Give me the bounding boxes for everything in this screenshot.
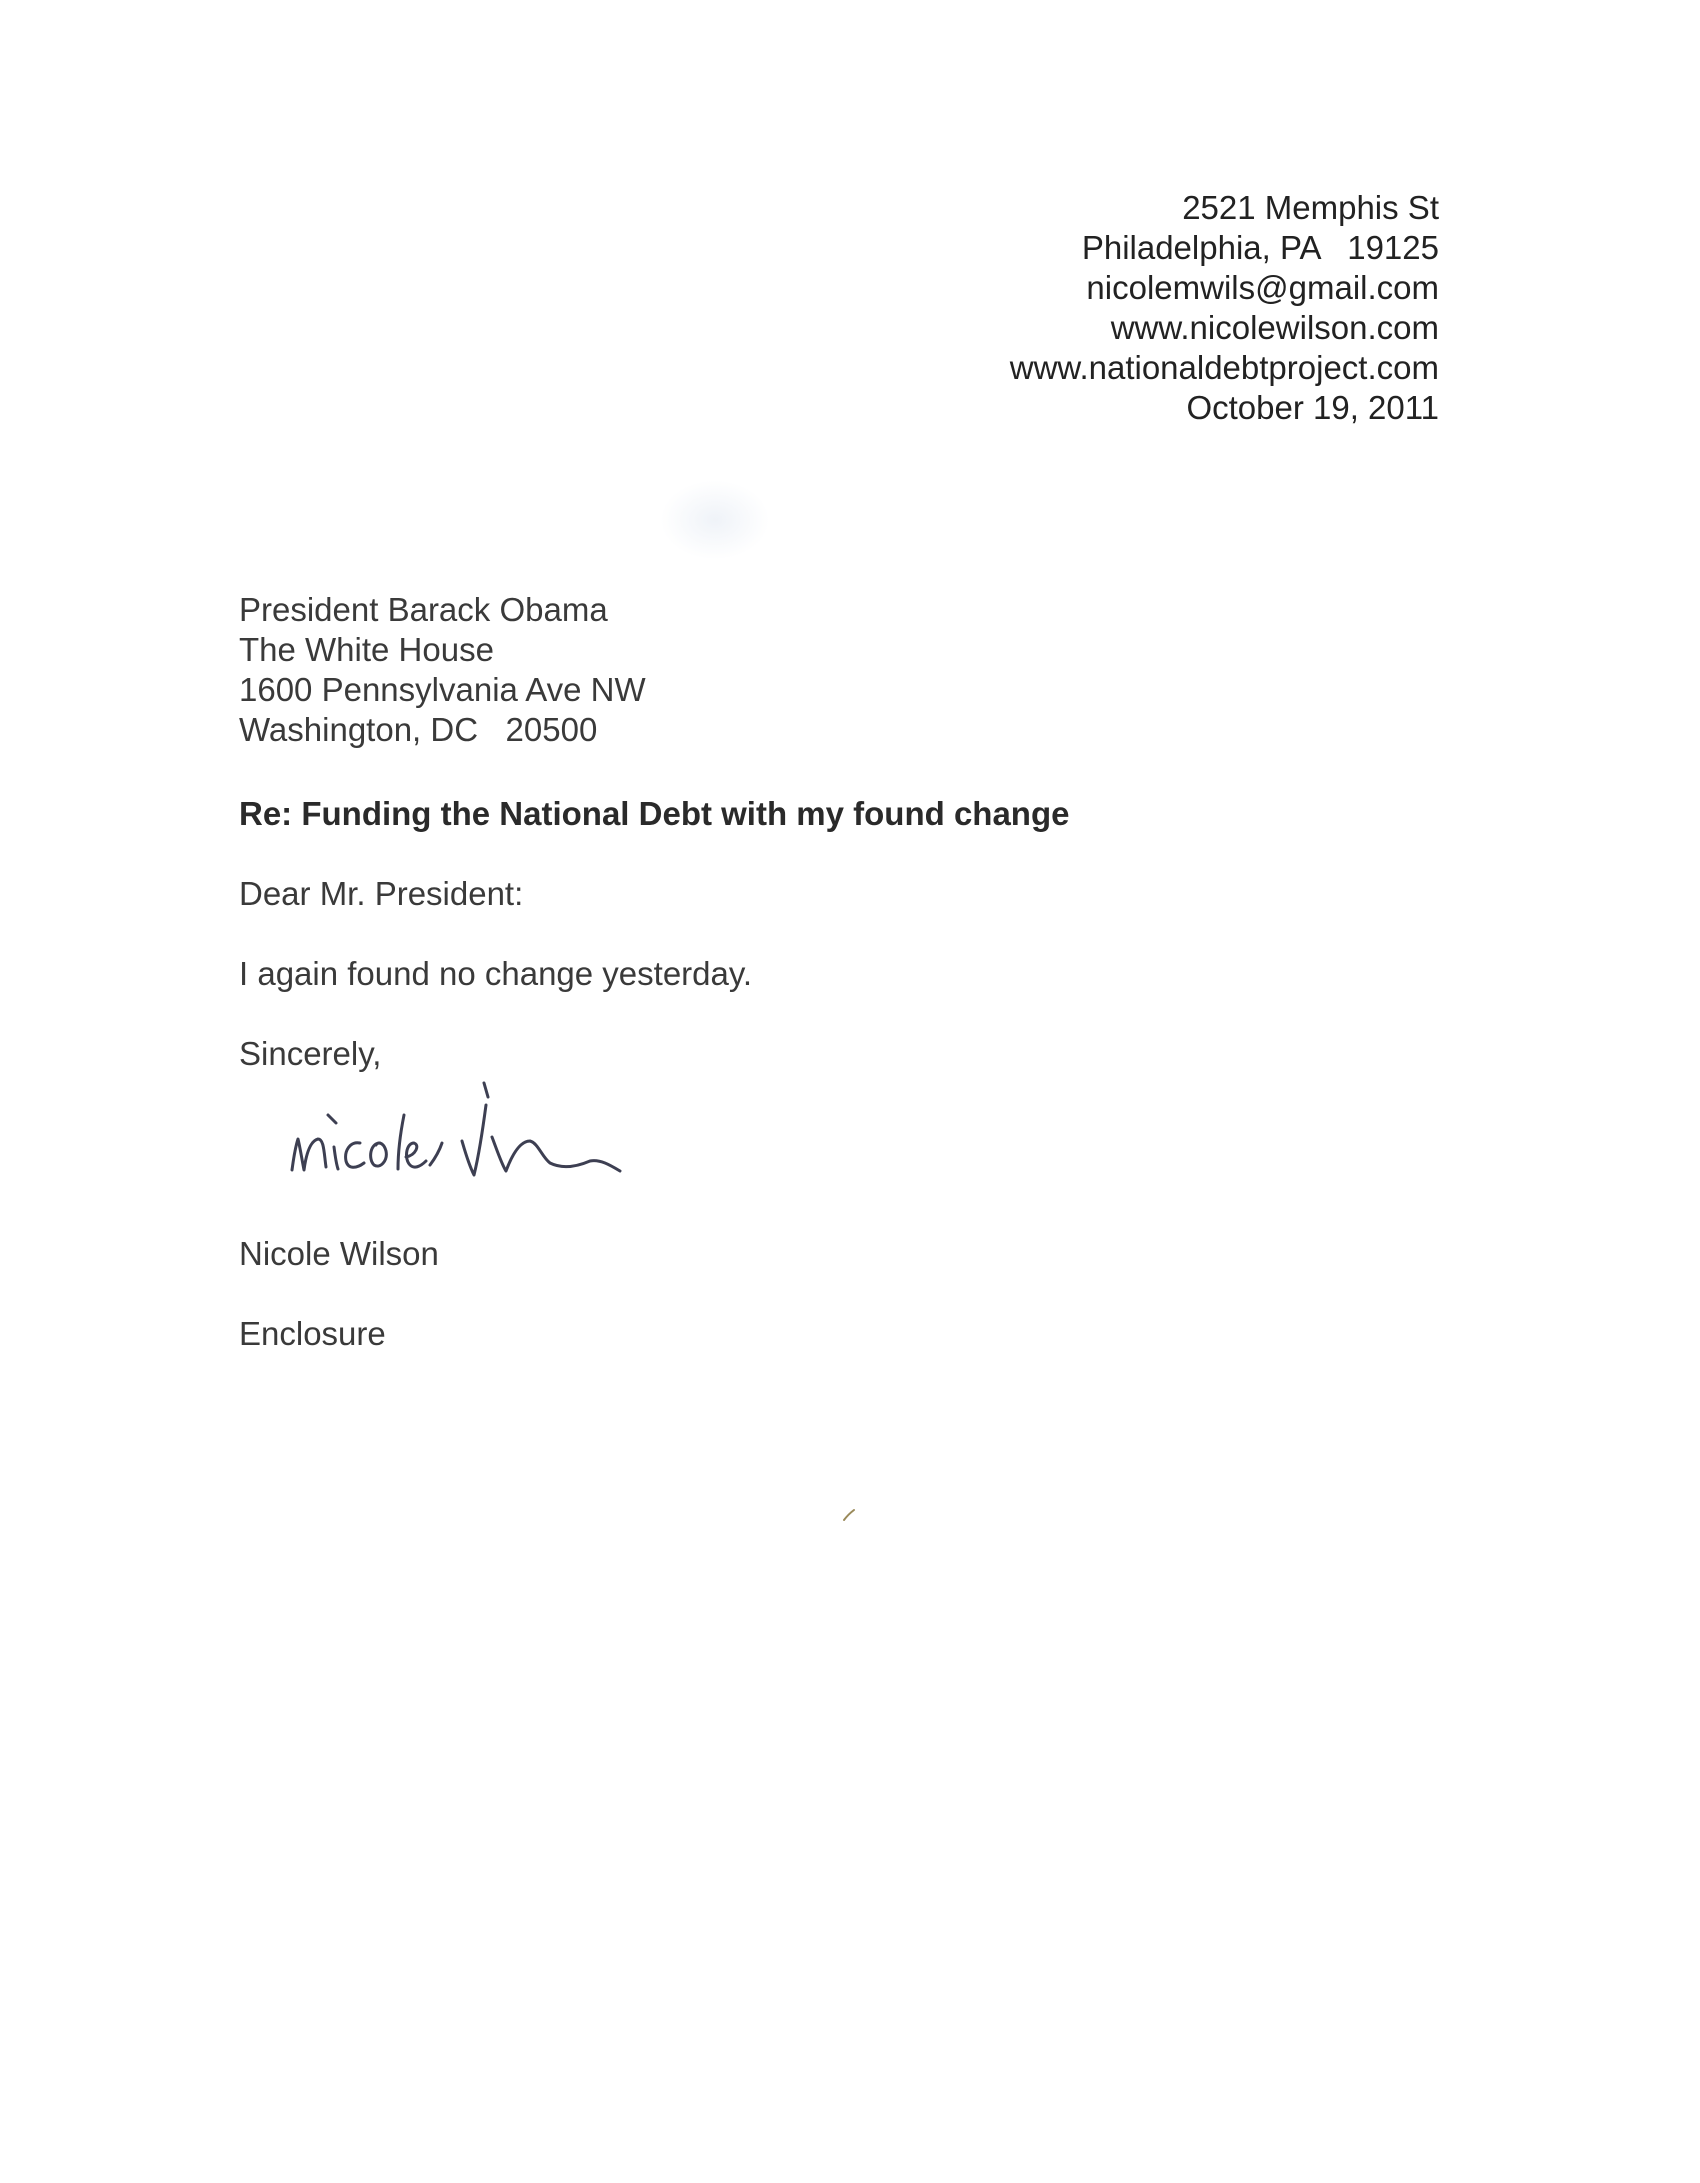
recipient-name: President Barack Obama <box>239 591 608 628</box>
recipient-city-line: Washington, DC 20500 <box>239 711 598 748</box>
sender-email: nicolemwils@gmail.com <box>1086 269 1439 306</box>
paper-speck <box>842 1508 856 1522</box>
recipient-street: 1600 Pennsylvania Ave NW <box>239 671 646 708</box>
signature-icon <box>280 1075 700 1205</box>
recipient-address-block <box>239 590 646 750</box>
salutation: Dear Mr. President: <box>239 875 524 912</box>
letter-date: October 19, 2011 <box>1186 389 1439 426</box>
sender-street: 2521 Memphis St <box>1182 189 1439 226</box>
recipient-organization: The White House <box>239 631 494 668</box>
scan-smudge <box>660 480 770 560</box>
signer-name: Nicole Wilson <box>239 1235 439 1272</box>
subject-line: Re: Funding the National Debt with my found change <box>239 795 1070 832</box>
enclosure-note: Enclosure <box>239 1315 386 1352</box>
sender-website-2: www.nationaldebtproject.com <box>1009 349 1439 386</box>
sender-website-1: www.nicolewilson.com <box>1110 309 1439 346</box>
sender-address-block <box>1010 188 1439 428</box>
closing: Sincerely, <box>239 1035 382 1072</box>
sender-city-line: Philadelphia, PA 19125 <box>1081 229 1439 266</box>
letter-body: I again found no change yesterday. <box>239 955 753 992</box>
